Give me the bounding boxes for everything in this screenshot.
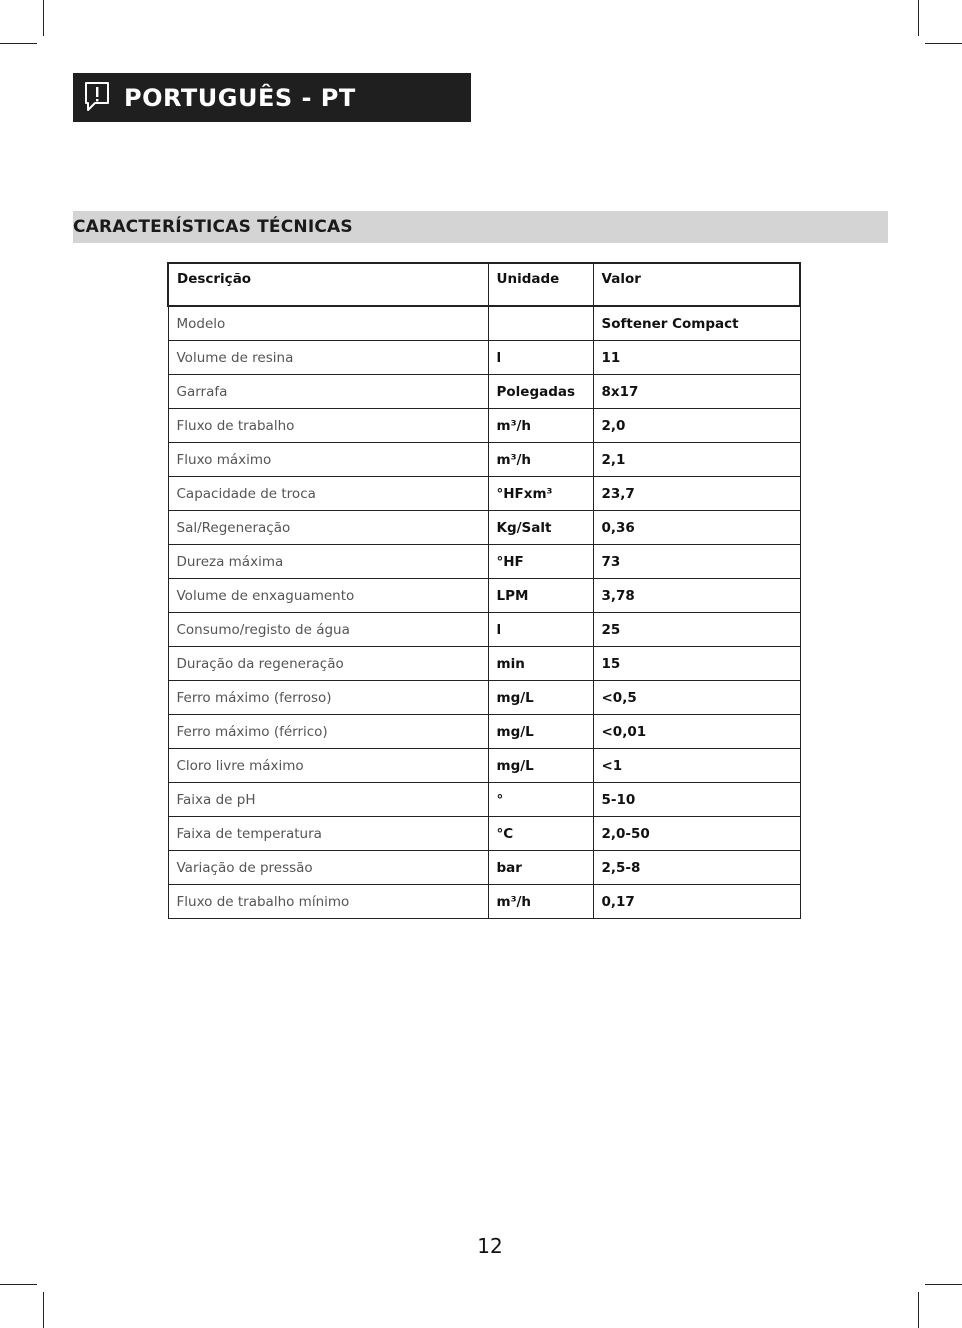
table-row <box>168 375 800 409</box>
description-cell: Duração da regeneração <box>168 647 488 681</box>
unit-cell: min <box>488 647 593 681</box>
table-row <box>168 306 800 341</box>
page-number: 12 <box>477 1234 503 1258</box>
table-row <box>168 443 800 477</box>
table-header-row <box>168 263 800 306</box>
table-row <box>168 409 800 443</box>
value-cell: 0,17 <box>593 885 800 919</box>
table-row <box>168 783 800 817</box>
value-cell: 8x17 <box>593 375 800 409</box>
unit-cell: Polegadas <box>488 375 593 409</box>
table-row <box>168 341 800 375</box>
unit-cell: m³/h <box>488 885 593 919</box>
description-cell: Volume de resina <box>168 341 488 375</box>
value-cell: 2,5-8 <box>593 851 800 885</box>
description-cell: Fluxo máximo <box>168 443 488 477</box>
table-row <box>168 511 800 545</box>
unit-cell: °C <box>488 817 593 851</box>
value-cell: <1 <box>593 749 800 783</box>
section-header <box>73 211 888 243</box>
language-title: PORTUGUÊS - PT <box>124 84 356 112</box>
description-cell: Capacidade de troca <box>168 477 488 511</box>
unit-cell: l <box>488 613 593 647</box>
description-cell: Garrafa <box>168 375 488 409</box>
description-cell: Volume de enxaguamento <box>168 579 488 613</box>
value-cell: 73 <box>593 545 800 579</box>
unit-cell: ° <box>488 783 593 817</box>
unit-cell: l <box>488 341 593 375</box>
unit-cell: °HFxm³ <box>488 477 593 511</box>
language-banner <box>73 73 471 122</box>
column-header-description: Descrição <box>168 263 488 306</box>
unit-cell: LPM <box>488 579 593 613</box>
description-cell: Cloro livre máximo <box>168 749 488 783</box>
value-cell: 0,36 <box>593 511 800 545</box>
value-cell: 2,1 <box>593 443 800 477</box>
table-row <box>168 613 800 647</box>
unit-cell <box>488 306 593 341</box>
description-cell: Faixa de pH <box>168 783 488 817</box>
value-cell: 2,0-50 <box>593 817 800 851</box>
value-cell: 15 <box>593 647 800 681</box>
description-cell: Variação de pressão <box>168 851 488 885</box>
unit-cell: bar <box>488 851 593 885</box>
column-header-value: Valor <box>593 263 800 306</box>
description-cell: Fluxo de trabalho mínimo <box>168 885 488 919</box>
table-row <box>168 885 800 919</box>
unit-cell: mg/L <box>488 681 593 715</box>
crop-mark <box>43 1292 44 1328</box>
crop-mark <box>925 43 962 44</box>
table-row <box>168 477 800 511</box>
table-row <box>168 749 800 783</box>
value-cell: 11 <box>593 341 800 375</box>
crop-mark <box>925 1284 962 1285</box>
column-header-unit: Unidade <box>488 263 593 306</box>
value-cell: 25 <box>593 613 800 647</box>
table-row <box>168 817 800 851</box>
crop-mark <box>0 1284 37 1285</box>
unit-cell: Kg/Salt <box>488 511 593 545</box>
table-row <box>168 545 800 579</box>
unit-cell: °HF <box>488 545 593 579</box>
description-cell: Faixa de temperatura <box>168 817 488 851</box>
unit-cell: mg/L <box>488 749 593 783</box>
speech-bubble-exclamation-icon <box>83 81 111 113</box>
description-cell: Ferro máximo (férrico) <box>168 715 488 749</box>
description-cell: Consumo/registo de água <box>168 613 488 647</box>
value-cell: 3,78 <box>593 579 800 613</box>
value-cell: 23,7 <box>593 477 800 511</box>
table-row <box>168 681 800 715</box>
value-cell: <0,01 <box>593 715 800 749</box>
crop-mark <box>918 1292 919 1328</box>
description-cell: Modelo <box>168 306 488 341</box>
crop-mark <box>43 0 44 36</box>
table-row <box>168 851 800 885</box>
table-row <box>168 647 800 681</box>
value-cell: 5-10 <box>593 783 800 817</box>
unit-cell: m³/h <box>488 443 593 477</box>
crop-mark <box>0 43 37 44</box>
unit-cell: m³/h <box>488 409 593 443</box>
specifications-table <box>167 262 801 919</box>
crop-mark <box>918 0 919 36</box>
description-cell: Sal/Regeneração <box>168 511 488 545</box>
table-row <box>168 715 800 749</box>
description-cell: Fluxo de trabalho <box>168 409 488 443</box>
value-cell: 2,0 <box>593 409 800 443</box>
description-cell: Ferro máximo (ferroso) <box>168 681 488 715</box>
description-cell: Dureza máxima <box>168 545 488 579</box>
section-title: CARACTERÍSTICAS TÉCNICAS <box>73 217 353 237</box>
value-cell: Softener Compact <box>593 306 800 341</box>
table-row <box>168 579 800 613</box>
unit-cell: mg/L <box>488 715 593 749</box>
value-cell: <0,5 <box>593 681 800 715</box>
